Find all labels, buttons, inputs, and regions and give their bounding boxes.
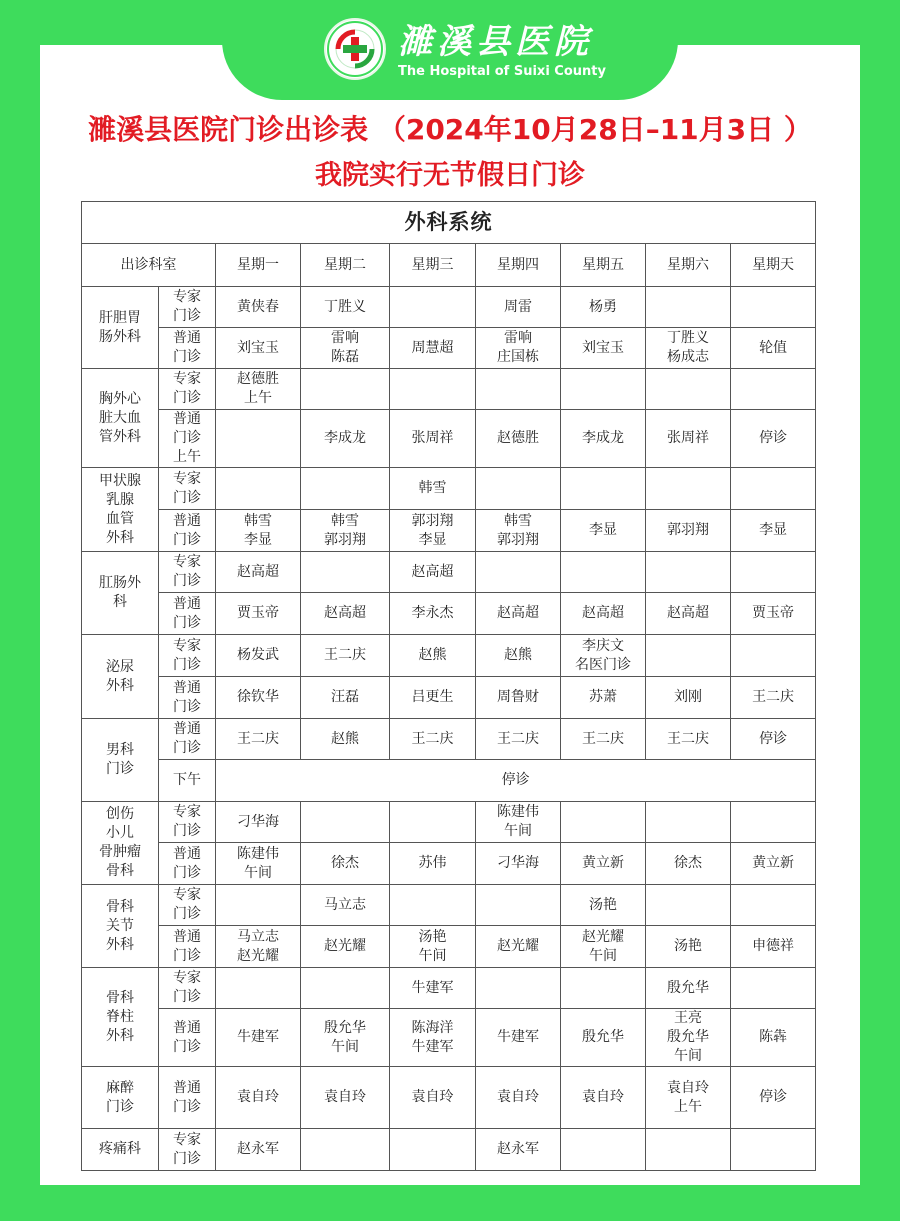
- doctor-cell: 王二庆: [476, 719, 561, 760]
- doctor-cell: [561, 802, 646, 843]
- schedule-row: [82, 510, 816, 552]
- day-header: 星期五: [561, 244, 646, 287]
- doctor-cell: 李庆文 名医门诊: [561, 635, 646, 677]
- doctor-cell: [390, 885, 476, 926]
- hospital-name-en: The Hospital of Suixi County: [398, 64, 606, 79]
- schedule-row: [82, 1067, 816, 1129]
- doctor-cell: 陈海洋 牛建军: [390, 1009, 476, 1067]
- doctor-cell: [476, 968, 561, 1009]
- doctor-cell: 赵永军: [476, 1129, 561, 1171]
- doctor-cell: [646, 1129, 731, 1171]
- schedule-row: [82, 1009, 816, 1067]
- doctor-cell: 赵熊: [301, 719, 390, 760]
- doctor-cell: 郭羽翔 李显: [390, 510, 476, 552]
- schedule-row: [82, 468, 816, 510]
- doctor-cell: [216, 885, 301, 926]
- doctor-cell: [301, 968, 390, 1009]
- doctor-cell: 陈犇: [731, 1009, 816, 1067]
- hospital-logo-icon: [326, 20, 384, 78]
- doctor-cell: 王亮 殷允华 午间: [646, 1009, 731, 1067]
- doctor-cell: 雷响 庄国栋: [476, 328, 561, 369]
- doctor-cell: [731, 802, 816, 843]
- doctor-cell: [731, 287, 816, 328]
- day-header: 星期二: [301, 244, 390, 287]
- doctor-cell: [390, 287, 476, 328]
- doctor-cell: [390, 1129, 476, 1171]
- doctor-cell: 赵熊: [476, 635, 561, 677]
- doctor-cell: 殷允华 午间: [301, 1009, 390, 1067]
- clinic-type: 普通 门诊: [159, 843, 216, 885]
- department-name: 男科 门诊: [82, 719, 159, 802]
- doctor-cell: 刁华海: [476, 843, 561, 885]
- clinic-type: 专家 门诊: [159, 802, 216, 843]
- doctor-cell: 周慧超: [390, 328, 476, 369]
- clinic-type: 专家 门诊: [159, 1129, 216, 1171]
- doctor-cell: 黄立新: [731, 843, 816, 885]
- doctor-cell: [476, 552, 561, 593]
- doctor-cell: [646, 802, 731, 843]
- doctor-cell: 李显: [561, 510, 646, 552]
- doctor-cell: [301, 1129, 390, 1171]
- doctor-cell: 赵德胜: [476, 410, 561, 468]
- doctor-cell: 袁自玲: [561, 1067, 646, 1129]
- doctor-cell: 周鲁财: [476, 677, 561, 719]
- doctor-cell: [301, 552, 390, 593]
- clinic-type: 普通 门诊: [159, 719, 216, 760]
- clinic-type: 专家 门诊: [159, 635, 216, 677]
- doctor-cell: 袁自玲 上午: [646, 1067, 731, 1129]
- doctor-cell: [646, 369, 731, 410]
- doctor-cell: 丁胜义: [301, 287, 390, 328]
- doctor-cell: [476, 369, 561, 410]
- system-title: 外科系统: [82, 202, 816, 244]
- doctor-cell: 袁自玲: [301, 1067, 390, 1129]
- doctor-cell: 赵高超: [390, 552, 476, 593]
- schedule-row: [82, 593, 816, 635]
- doctor-cell: 王二庆: [390, 719, 476, 760]
- doctor-cell: 张周祥: [646, 410, 731, 468]
- doctor-cell: 殷允华: [646, 968, 731, 1009]
- clinic-type: 普通 门诊: [159, 926, 216, 968]
- schedule-row: [82, 552, 816, 593]
- doctor-cell: 陈建伟 午间: [476, 802, 561, 843]
- doctor-cell: [731, 369, 816, 410]
- department-name: 创伤 小儿 骨肿瘤 骨科: [82, 802, 159, 885]
- doctor-cell: [646, 468, 731, 510]
- doctor-cell: [476, 468, 561, 510]
- doctor-cell: [561, 369, 646, 410]
- doctor-cell: 汤艳: [561, 885, 646, 926]
- clinic-type: 专家 门诊: [159, 468, 216, 510]
- system-title-row: [82, 202, 816, 244]
- doctor-cell: 牛建军: [390, 968, 476, 1009]
- schedule-title: 濉溪县医院门诊出诊表 （2024年10月28日–11月3日 ）: [88, 113, 812, 146]
- doctor-cell: 黄侠春: [216, 287, 301, 328]
- clinic-type: 普通 门诊: [159, 1009, 216, 1067]
- day-header: 星期四: [476, 244, 561, 287]
- merged-status: 停诊: [216, 760, 816, 802]
- doctor-cell: 李永杰: [390, 593, 476, 635]
- doctor-cell: 王二庆: [561, 719, 646, 760]
- doctor-cell: 李成龙: [561, 410, 646, 468]
- doctor-cell: 马立志: [301, 885, 390, 926]
- doctor-cell: [646, 287, 731, 328]
- doctor-cell: 停诊: [731, 1067, 816, 1129]
- department-name: 麻醉 门诊: [82, 1067, 159, 1129]
- doctor-cell: 赵德胜 上午: [216, 369, 301, 410]
- doctor-cell: 赵高超: [561, 593, 646, 635]
- doctor-cell: 王二庆: [216, 719, 301, 760]
- doctor-cell: 马立志 赵光耀: [216, 926, 301, 968]
- doctor-cell: 王二庆: [731, 677, 816, 719]
- department-name: 骨科 脊柱 外科: [82, 968, 159, 1067]
- clinic-type: 专家 门诊: [159, 968, 216, 1009]
- doctor-cell: 周雷: [476, 287, 561, 328]
- clinic-type: 普通 门诊: [159, 328, 216, 369]
- schedule-row: [82, 719, 816, 760]
- doctor-cell: 殷允华: [561, 1009, 646, 1067]
- doctor-cell: 徐杰: [646, 843, 731, 885]
- doctor-cell: 停诊: [731, 410, 816, 468]
- doctor-cell: 郭羽翔: [646, 510, 731, 552]
- doctor-cell: 杨发武: [216, 635, 301, 677]
- doctor-cell: [301, 802, 390, 843]
- doctor-cell: 韩雪: [390, 468, 476, 510]
- day-header: 星期天: [731, 244, 816, 287]
- doctor-cell: 赵永军: [216, 1129, 301, 1171]
- clinic-type: 专家 门诊: [159, 552, 216, 593]
- department-name: 甲状腺 乳腺 血管 外科: [82, 468, 159, 552]
- clinic-type: 普通 门诊: [159, 1067, 216, 1129]
- doctor-cell: [731, 885, 816, 926]
- clinic-type: 专家 门诊: [159, 287, 216, 328]
- schedule-row: [82, 287, 816, 328]
- doctor-cell: 韩雪 郭羽翔: [476, 510, 561, 552]
- schedule-row: [82, 843, 816, 885]
- schedule-table: [81, 201, 816, 1171]
- doctor-cell: 苏伟: [390, 843, 476, 885]
- doctor-cell: 丁胜义 杨成志: [646, 328, 731, 369]
- doctor-cell: [561, 1129, 646, 1171]
- schedule-row: [82, 1129, 816, 1171]
- clinic-type: 专家 门诊: [159, 885, 216, 926]
- doctor-cell: [216, 468, 301, 510]
- doctor-cell: [646, 885, 731, 926]
- doctor-cell: 张周祥: [390, 410, 476, 468]
- clinic-type: 普通 门诊: [159, 677, 216, 719]
- doctor-cell: 徐杰: [301, 843, 390, 885]
- schedule-subtitle: 我院实行无节假日门诊: [315, 160, 585, 191]
- doctor-cell: 牛建军: [476, 1009, 561, 1067]
- doctor-cell: 袁自玲: [390, 1067, 476, 1129]
- schedule-row: [82, 968, 816, 1009]
- schedule-row: [82, 760, 816, 802]
- doctor-cell: [561, 552, 646, 593]
- doctor-cell: [561, 968, 646, 1009]
- dept-header: 出诊科室: [82, 244, 216, 287]
- doctor-cell: [731, 635, 816, 677]
- doctor-cell: [216, 410, 301, 468]
- doctor-cell: [646, 635, 731, 677]
- day-header: 星期三: [390, 244, 476, 287]
- clinic-type: 专家 门诊: [159, 369, 216, 410]
- doctor-cell: 黄立新: [561, 843, 646, 885]
- doctor-cell: [731, 1129, 816, 1171]
- doctor-cell: 赵高超: [216, 552, 301, 593]
- doctor-cell: [646, 552, 731, 593]
- doctor-cell: 赵高超: [301, 593, 390, 635]
- doctor-cell: [301, 369, 390, 410]
- schedule-row: [82, 885, 816, 926]
- doctor-cell: 牛建军: [216, 1009, 301, 1067]
- doctor-cell: 赵高超: [476, 593, 561, 635]
- doctor-cell: 贾玉帝: [216, 593, 301, 635]
- department-name: 胸外心 脏大血 管外科: [82, 369, 159, 468]
- doctor-cell: 贾玉帝: [731, 593, 816, 635]
- doctor-cell: 雷响 陈磊: [301, 328, 390, 369]
- department-name: 骨科 关节 外科: [82, 885, 159, 968]
- doctor-cell: 汤艳 午间: [390, 926, 476, 968]
- department-name: 泌尿 外科: [82, 635, 159, 719]
- doctor-cell: [476, 885, 561, 926]
- schedule-row: [82, 635, 816, 677]
- hospital-logo: [324, 18, 386, 80]
- doctor-cell: [301, 468, 390, 510]
- doctor-cell: 刘刚: [646, 677, 731, 719]
- day-header: 星期一: [216, 244, 301, 287]
- schedule-row: [82, 802, 816, 843]
- doctor-cell: [561, 468, 646, 510]
- doctor-cell: 轮值: [731, 328, 816, 369]
- doctor-cell: 杨勇: [561, 287, 646, 328]
- doctor-cell: [390, 369, 476, 410]
- doctor-cell: 赵光耀: [476, 926, 561, 968]
- schedule-row: [82, 677, 816, 719]
- doctor-cell: 吕更生: [390, 677, 476, 719]
- doctor-cell: 汪磊: [301, 677, 390, 719]
- schedule-row: [82, 369, 816, 410]
- department-name: 疼痛科: [82, 1129, 159, 1171]
- doctor-cell: 赵熊: [390, 635, 476, 677]
- department-name: 肛肠外 科: [82, 552, 159, 635]
- doctor-cell: [731, 968, 816, 1009]
- clinic-type: 普通 门诊 上午: [159, 410, 216, 468]
- schedule-row: [82, 410, 816, 468]
- doctor-cell: 李成龙: [301, 410, 390, 468]
- doctor-cell: 王二庆: [301, 635, 390, 677]
- doctor-cell: [731, 468, 816, 510]
- doctor-cell: [390, 802, 476, 843]
- clinic-type: 普通 门诊: [159, 510, 216, 552]
- doctor-cell: 袁自玲: [216, 1067, 301, 1129]
- department-name: 肝胆胃 肠外科: [82, 287, 159, 369]
- doctor-cell: 刘宝玉: [216, 328, 301, 369]
- doctor-cell: 汤艳: [646, 926, 731, 968]
- doctor-cell: 王二庆: [646, 719, 731, 760]
- clinic-type: 普通 门诊: [159, 593, 216, 635]
- schedule-row: [82, 328, 816, 369]
- doctor-cell: [731, 552, 816, 593]
- day-header: 星期六: [646, 244, 731, 287]
- schedule-row: [82, 926, 816, 968]
- doctor-cell: 刘宝玉: [561, 328, 646, 369]
- clinic-type: 下午: [159, 760, 216, 802]
- doctor-cell: 刁华海: [216, 802, 301, 843]
- doctor-cell: 赵高超: [646, 593, 731, 635]
- doctor-cell: 苏萧: [561, 677, 646, 719]
- doctor-cell: 申德祥: [731, 926, 816, 968]
- doctor-cell: [216, 968, 301, 1009]
- day-header-row: [82, 244, 816, 287]
- doctor-cell: 袁自玲: [476, 1067, 561, 1129]
- doctor-cell: 陈建伟 午间: [216, 843, 301, 885]
- doctor-cell: 韩雪 李显: [216, 510, 301, 552]
- doctor-cell: 韩雪 郭羽翔: [301, 510, 390, 552]
- doctor-cell: 李显: [731, 510, 816, 552]
- doctor-cell: 赵光耀 午间: [561, 926, 646, 968]
- hospital-name-cn: 濉溪县医院: [398, 22, 593, 62]
- doctor-cell: 赵光耀: [301, 926, 390, 968]
- doctor-cell: 停诊: [731, 719, 816, 760]
- doctor-cell: 徐钦华: [216, 677, 301, 719]
